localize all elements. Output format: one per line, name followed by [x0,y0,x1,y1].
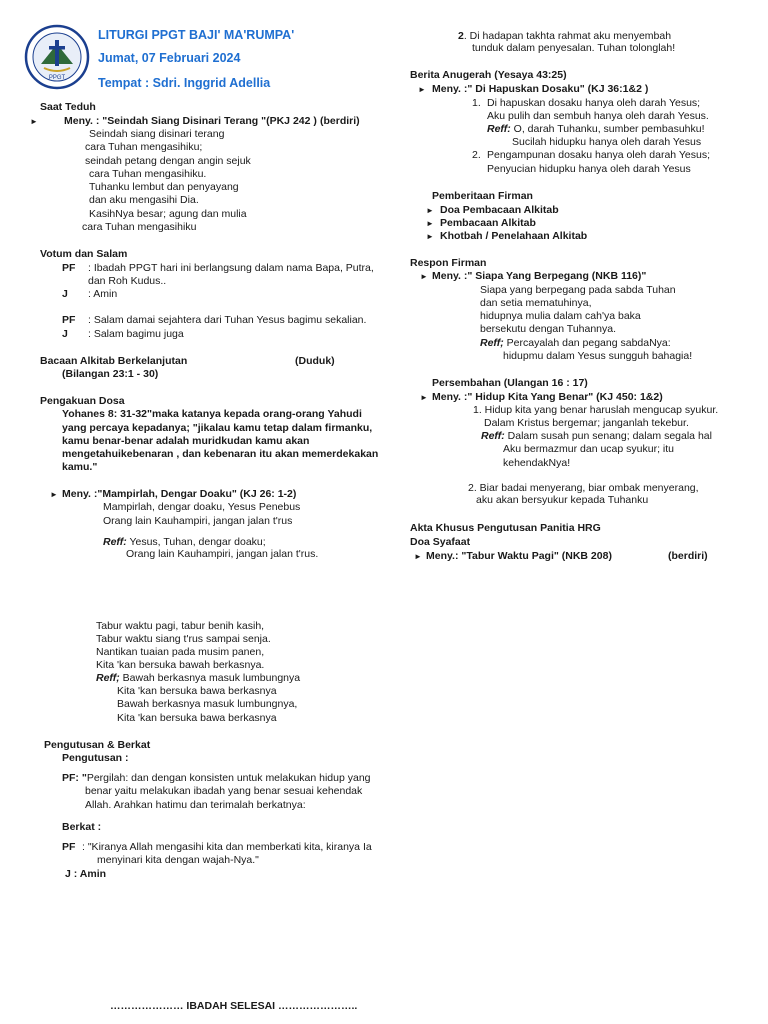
berita-heading: Berita Anugerah (Yesaya 43:25) [410,69,567,81]
reff-line [480,337,671,350]
pengutusan-text: Allah. Arahkan hatimu dan terimalah berkatnya: [85,799,306,811]
bacaan-ref: (Bilangan 23:1 - 30) [62,368,159,380]
lyric-line: bersekutu dengan Tuhannya. [480,323,617,335]
reff-label: Reff; [480,337,504,349]
arrow-icon: ► [50,490,58,499]
reff-label: Reff: [103,536,127,548]
reff-line: Aku bermazmur dan ucap syukur; itu [503,443,674,455]
reff-line [481,430,712,443]
place: Tempat : Sdri. Inggrid Adellia [98,76,271,90]
lyric-line: Pengampunan dosaku hanya oleh darah Yesus; [487,149,711,161]
firman-item: Doa Pembacaan Alkitab [440,204,559,216]
bacaan-heading: Bacaan Alkitab Berkelanjutan [40,355,188,367]
reff-line: Kita 'kan bersuka bawa berkasnya [117,712,277,724]
lyric-line: hidupnya mulia dalam cah'ya baka [480,310,641,322]
pengakuan-song: Meny. :"Mampirlah, Dengar Doaku" (KJ 26: 1-2) [62,488,297,500]
lyric-line: 2. Biar badai menyerang, biar ombak menyerang, [468,482,699,494]
berkat-amin: J : Amin [65,868,107,880]
pf-label: PF [62,314,76,326]
lyric-line: Di hapuskan dosaku hanya oleh darah Yesus; [487,97,701,109]
votum-pf-text: : Ibadah PPGT hari ini berlangsung dalam nama Bapa, Putra, [88,262,374,274]
votum-j-text: : Amin [88,288,118,300]
arrow-icon: ► [420,393,428,402]
pengutusan-pf [62,772,371,785]
lyric-line: Mampirlah, dengar doaku, Yesus Penebus [103,501,301,513]
saat-teduh-posture: (berdiri) [320,115,360,127]
arrow-icon: ► [420,272,428,281]
pengakuan-heading: Pengakuan Dosa [40,395,125,407]
lyric-line: dan aku mengasihi Dia. [89,194,199,206]
pf-label: PF: " [62,772,87,784]
scripture-line: mengetahuikebenaran , dan kebenaran itu akan memerdekakan [62,448,379,460]
votum-pf-text: dan Roh Kudus.. [88,275,167,287]
akta-heading: Akta Khusus Pengutusan Panitia HRG [410,522,601,534]
persembahan-song: Meny. :" Hidup Kita Yang Benar" (KJ 450: 1&2) [432,391,663,403]
lyric-line: dan setia mematuhinya, [480,297,592,309]
pengutusan-heading: Pengutusan & Berkat [44,739,151,751]
reff-line: Sucilah hidupku hanya oleh darah Yesus [512,136,702,148]
lyric-line: Siapa yang berpegang pada sabda Tuhan [480,284,676,296]
arrow-icon: ► [426,219,434,228]
reff-line: Orang lain Kauhampiri, jangan jalan t'rus. [126,548,319,560]
reff-text: Yesus, Tuhan, dengar doaku; [126,536,266,548]
lyric-line: cara Tuhan mengasihiku. [89,168,207,180]
pf-label: PF [62,262,76,274]
closing-posture: (berdiri) [668,550,708,562]
lyric-line: Tabur waktu pagi, tabur benih kasih, [96,620,265,632]
scripture-line: Yohanes 8: 31-32"maka katanya kepada orang-orang Yahudi [62,408,362,420]
arrow-icon: ► [418,85,426,94]
saat-teduh-heading: Saat Teduh [40,101,96,113]
scripture-line: kamu benar-benar adalah muridkudan kamu akan [62,435,310,447]
closing-song: Meny.: "Tabur Waktu Pagi" (NKB 208) [426,550,612,562]
lyric-line: aku akan bersyukur kepada Tuhanku [476,494,649,506]
scripture-line: kamu." [62,461,98,473]
reff-text: Bawah berkasnya masuk lumbungnya [119,672,301,684]
page-title: LITURGI PPGT BAJI' MA'RUMPA' [98,28,295,42]
firman-item: Khotbah / Penelahaan Alkitab [440,230,588,242]
lyric-line: KasihNya besar; agung dan mulia [89,208,247,220]
date: Jumat, 07 Februari 2024 [98,51,241,65]
votum-heading: Votum dan Salam [40,248,128,260]
reff-line: kehendakNya! [503,457,571,469]
pengutusan-text: benar yaitu melakukan ibadah yang benar sesuai kehendak [85,785,363,797]
firman-item: Pembacaan Alkitab [440,217,536,229]
lyric-line: Seindah siang disinari terang [89,128,225,140]
arrow-icon: ► [414,552,422,561]
lyric-line: cara Tuhan mengasihiku [82,221,197,233]
berkat-text: menyinari kita dengan wajah-Nya." [97,854,259,866]
reff-line: hidupmu dalam Yesus sungguh bahagia! [503,350,693,362]
persembahan-heading: Persembahan (Ulangan 16 : 17) [432,377,588,389]
firman-heading: Pemberitaan Firman [432,190,533,202]
scripture-line: yang percaya kepadanya; "jikalau kamu tetap dalam firmanku, [62,422,373,434]
ppgt-logo [24,24,90,90]
lyric-line: Aku pulih dan sembuh hanya oleh darah Yesus. [487,110,709,122]
lyric-line: Kita 'kan bersuka bawah berkasnya. [96,659,265,671]
berita-song: Meny. :" Di Hapuskan Dosaku" (KJ 36:1&2 ) [432,83,649,95]
ibadah-selesai: ………………… IBADAH SELESAI ………………….. [110,1000,358,1012]
berkat-text: : "Kiranya Allah mengasihi kita dan memberkati kita, kiranya Ia [82,841,372,853]
reff-text: Dalam susah pun senang; dalam segala hal [504,430,712,442]
reff-text: O, darah Tuhanku, sumber pembasuhku! [510,123,705,135]
lyric-line: tunduk dalam penyesalan. Tuhan tolonglah! [472,42,676,54]
reff-line: Kita 'kan bersuka bawa berkasnya [117,685,277,697]
lyric-line: Tuhanku lembut dan penyayang [89,181,239,193]
arrow-icon: ► [426,232,434,241]
reff-text: Percayalah dan pegang sabdaNya: [503,337,671,349]
lyric-line: Penyucian hidupku hanya oleh darah Yesus [487,163,691,175]
pengutusan-sub: Pengutusan : [62,752,129,764]
reff-label: Reff: [481,430,505,442]
j-label: J [62,288,68,300]
lyric-line: 1. Hidup kita yang benar haruslah mengucap syukur. [473,404,719,416]
lyric-line: Dalam Kristus bergemar; janganlah tekebur. [484,417,689,429]
verse-number: 2 [458,30,464,42]
lyric-line: Nantikan tuaian pada musim panen, [96,646,265,658]
saat-teduh-song: Meny. : "Seindah Siang Disinari Terang "(PKJ 242 ) [64,115,317,127]
doa-heading: Doa Syafaat [410,536,471,548]
berkat-label: Berkat : [62,821,102,833]
reff-label: Reff: [487,123,511,135]
votum-pf-text: : Salam damai sejahtera dari Tuhan Yesus bagimu sekalian. [88,314,367,326]
reff-line [487,123,705,136]
votum-j-text: : Salam bagimu juga [88,328,184,340]
reff-line: Bawah berkasnya masuk lumbungnya, [117,698,298,710]
arrow-icon: ► [426,206,434,215]
pf-label: PF [62,841,76,853]
lyric-line: Orang lain Kauhampiri, jangan jalan t'rus [103,515,293,527]
j-label: J [62,328,68,340]
arrow-icon: ► [30,117,38,126]
logo-text: PPGT [48,75,66,81]
lyric-line: cara Tuhan mengasihiku; [85,141,203,153]
respon-song: Meny. :" Siapa Yang Berpegang (NKB 116)" [432,270,647,282]
verse-number: 1. [472,97,481,109]
respon-heading: Respon Firman [410,257,487,269]
pengutusan-text: Pergilah: dan dengan konsisten untuk melakukan hidup yang [86,772,371,784]
reff-line [96,672,300,685]
reff-label: Reff; [96,672,120,684]
lyric-text: . Di hadapan takhta rahmat aku menyembah [463,30,672,42]
lyric-line: seindah petang dengan angin sejuk [85,155,251,167]
lyric-line: Tabur waktu siang t'rus sampai senja. [96,633,271,645]
bacaan-posture: (Duduk) [295,355,335,367]
verse-number: 2. [472,149,481,161]
